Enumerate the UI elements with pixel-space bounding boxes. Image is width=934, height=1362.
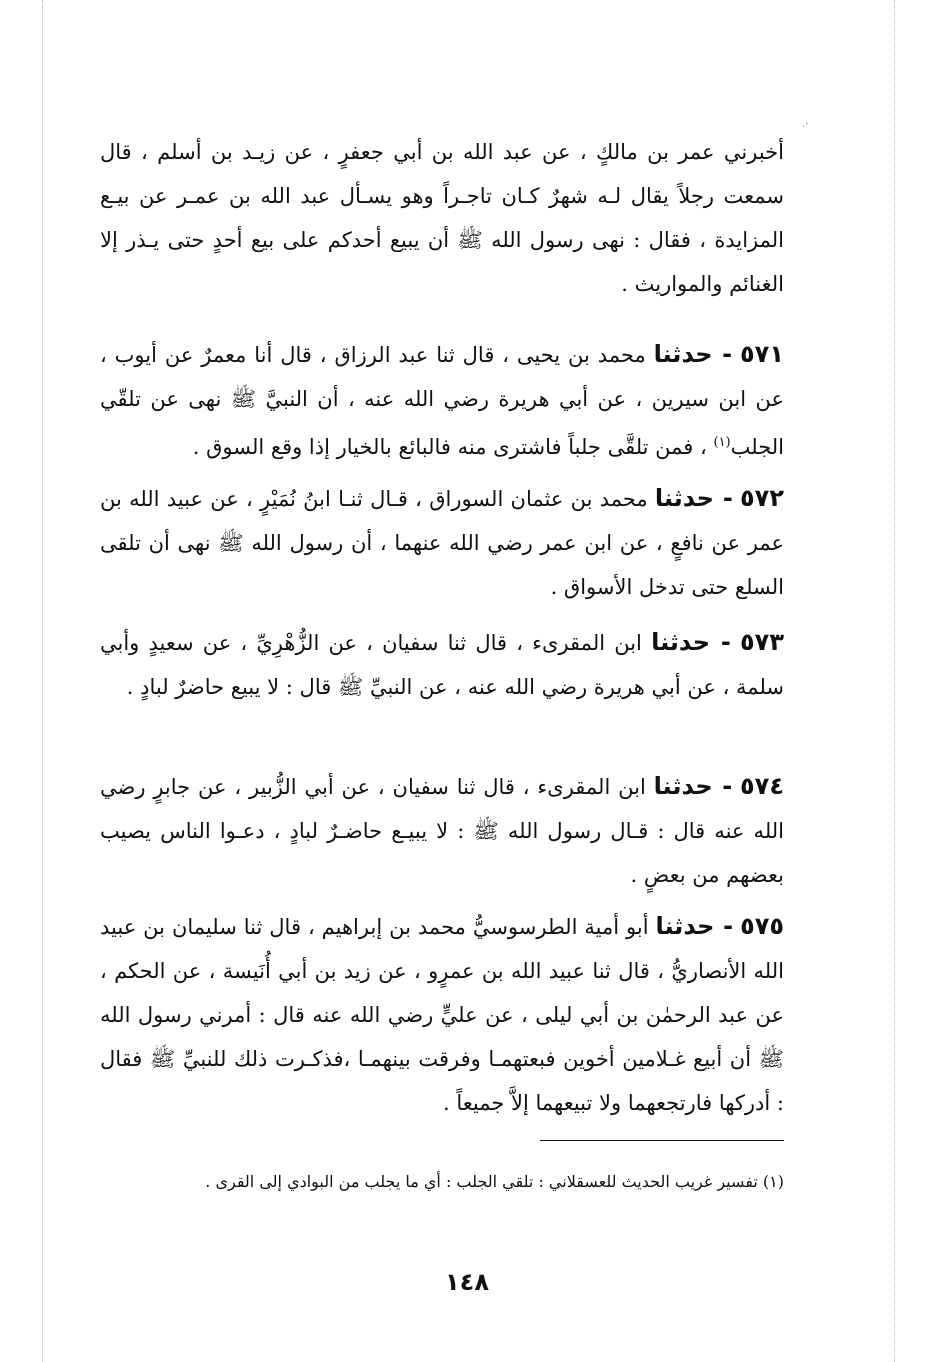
entry-keyword: حدثنا <box>653 340 713 368</box>
entry-number: ٥٧١ <box>740 340 784 368</box>
entry-number: ٥٧٤ <box>740 772 784 800</box>
entry-text: محمد بن عثمان السوراق ، قـال ثنـا ابنُ نُمَيْرٍ ، عن عبيد الله بن عمر عن نافعٍ ، عن ابن عمر رضي الله عنهما ، أن رسول الله ﷺ نهى أن تلقى السلع حتى تدخل الأسواق . <box>100 487 784 599</box>
footnote-marker: (١) <box>762 1172 784 1191</box>
entry-keyword: حدثنا <box>654 484 714 512</box>
entry-number: ٥٧٣ <box>740 628 784 656</box>
scan-edge-line-right <box>894 0 895 1362</box>
entry-keyword: حدثنا <box>655 912 715 940</box>
entry-text-continued: ، فمن تلقَّى جلباً فاشترى منه فالبائع بالخيار إذا وقع السوق . <box>192 435 707 459</box>
opening-paragraph: أخبرني عمر بن مالكٍ ، عن عبد الله بن أبي جعفرٍ ، عن زيـد بن أسلم ، قال سمعت رجلاً يقال لـه شهرٌ كـان تاجـراً وهو يسـأل عبد الله بن عمـر عن بيـع المزايدة ، فقال : نهى رسول الله ﷺ أن يبيع أحدكم على بيع أحدٍ حتى يـذر إلا الغنائم والمواريث . <box>100 140 784 296</box>
hadith-entry-572: ٥٧٢ - حدثنا محمد بن عثمان السوراق ، قـال ثنـا ابنُ نُمَيْرٍ ، عن عبيد الله بن عمر عن نافعٍ ، عن ابن عمر رضي الله عنهما ، أن رسول الله ﷺ نهى أن تلقى السلع حتى تدخل الأسواق . <box>100 484 784 599</box>
footnote <box>100 1165 784 1199</box>
hadith-entry-574: ٥٧٤ - حدثنا ابن المقرىء ، قال ثنا سفيان ، عن أبي الزُّبير ، عن جابرٍ رضي الله عنه قال : قـال رسول الله ﷺ : لا يبيـع حاضـرٌ لبادٍ ، دعـوا الناس يصيب بعضهم من بعضٍ . <box>100 772 784 887</box>
scan-speck: ·ʼ <box>802 122 809 133</box>
entry-number: ٥٧٥ <box>740 912 785 940</box>
entry-keyword: حدثنا <box>653 772 713 800</box>
hadith-entry-571: ٥٧١ - حدثنا محمد بن يحيى ، قال ثنا عبد الرزاق ، قال أنا معمرٌ عن أيوب ، عن ابن سيرين ، عن أبي هريرة رضي الله عنه ، أن النبيَّ ﷺ نهى عن تلقّي الجلب$^{(١)}$ ، فمن تلقَّى جلباً فاشترى منه فالبائع بالخيار إذا وقع السوق . <box>100 340 784 459</box>
hadith-entry-573: ٥٧٣ - حدثنا ابن المقرىء ، قال ثنا سفيان ، عن الزُّهْرِيِّ ، عن سعيدٍ وأبي سلمة ، عن أبي هريرة رضي الله عنه ، عن النبيِّ ﷺ قال : لا يبيع حاضرٌ لبادٍ . <box>100 628 784 699</box>
hadith-entry-575: ٥٧٥ - حدثنا أبو أمية الطرسوسيُّ محمد بن إبراهيم ، قال ثنا سليمان بن عبيد الله الأنصاريُّ ، قال ثنا عبيد الله بن عمرٍو ، عن زيد بن أبي أُنَيسة ، عن الحكم ، عن عبد الرحمٰن بن أبي ليلى ، عن عليٍّ رضي الله عنه قال : أمرني رسول الله ﷺ أن أبيع غـلامين أخوين فبعتهمـا وفرقت بينهمـا ،فذكـرت ذلك للنبيِّ ﷺ فقال : أدركها فارتجعهما ولا تبيعهما إلاَّ جميعاً . <box>100 912 785 1115</box>
footnote-reference: (١) <box>713 435 731 450</box>
scan-edge-line-left <box>42 0 43 1362</box>
entry-text: ابن المقرىء ، قال ثنا سفيان ، عن الزُّهْرِيِّ ، عن سعيدٍ وأبي سلمة ، عن أبي هريرة رضي الله عنه ، عن النبيِّ ﷺ قال : لا يبيع حاضرٌ لبادٍ . <box>100 631 784 699</box>
entry-keyword: حدثنا <box>651 628 711 656</box>
entry-text: محمد بن يحيى ، قال ثنا عبد الرزاق ، قال أنا معمرٌ عن أيوب ، عن ابن سيرين ، عن أبي هريرة رضي الله عنه ، أن النبيَّ ﷺ نهى عن تلقّي الجلب <box>100 343 784 459</box>
entry-text: ابن المقرىء ، قال ثنا سفيان ، عن أبي الزُّبير ، عن جابرٍ رضي الله عنه قال : قـال رسول الله ﷺ : لا يبيـع حاضـرٌ لبادٍ ، دعـوا الناس يصيب بعضهم من بعضٍ . <box>100 775 784 887</box>
entry-text: أبو أمية الطرسوسيُّ محمد بن إبراهيم ، قال ثنا سليمان بن عبيد الله الأنصاريُّ ، قال ثنا عبيد الله بن عمرٍو ، عن زيد بن أبي أُنَيسة ، عن الحكم ، عن عبد الرحمٰن بن أبي ليلى ، عن عليٍّ رضي الله عنه قال : أمرني رسول الله ﷺ أن أبيع غـلامين أخوين فبعتهمـا وفرقت بينهمـا ،فذكـرت ذلك للنبيِّ ﷺ فقال : أدركها فارتجعهما ولا تبيعهما إلاَّ جميعاً . <box>100 915 784 1115</box>
page-number: ١٤٨ <box>445 1268 489 1296</box>
entry-number: ٥٧٢ <box>740 484 784 512</box>
footnote-text: تفسير غريب الحديث للعسقلاني : تلقي الجلب : أي ما يجلب من البوادي إلى القرى . <box>205 1172 758 1191</box>
footnote-separator <box>540 1140 784 1141</box>
